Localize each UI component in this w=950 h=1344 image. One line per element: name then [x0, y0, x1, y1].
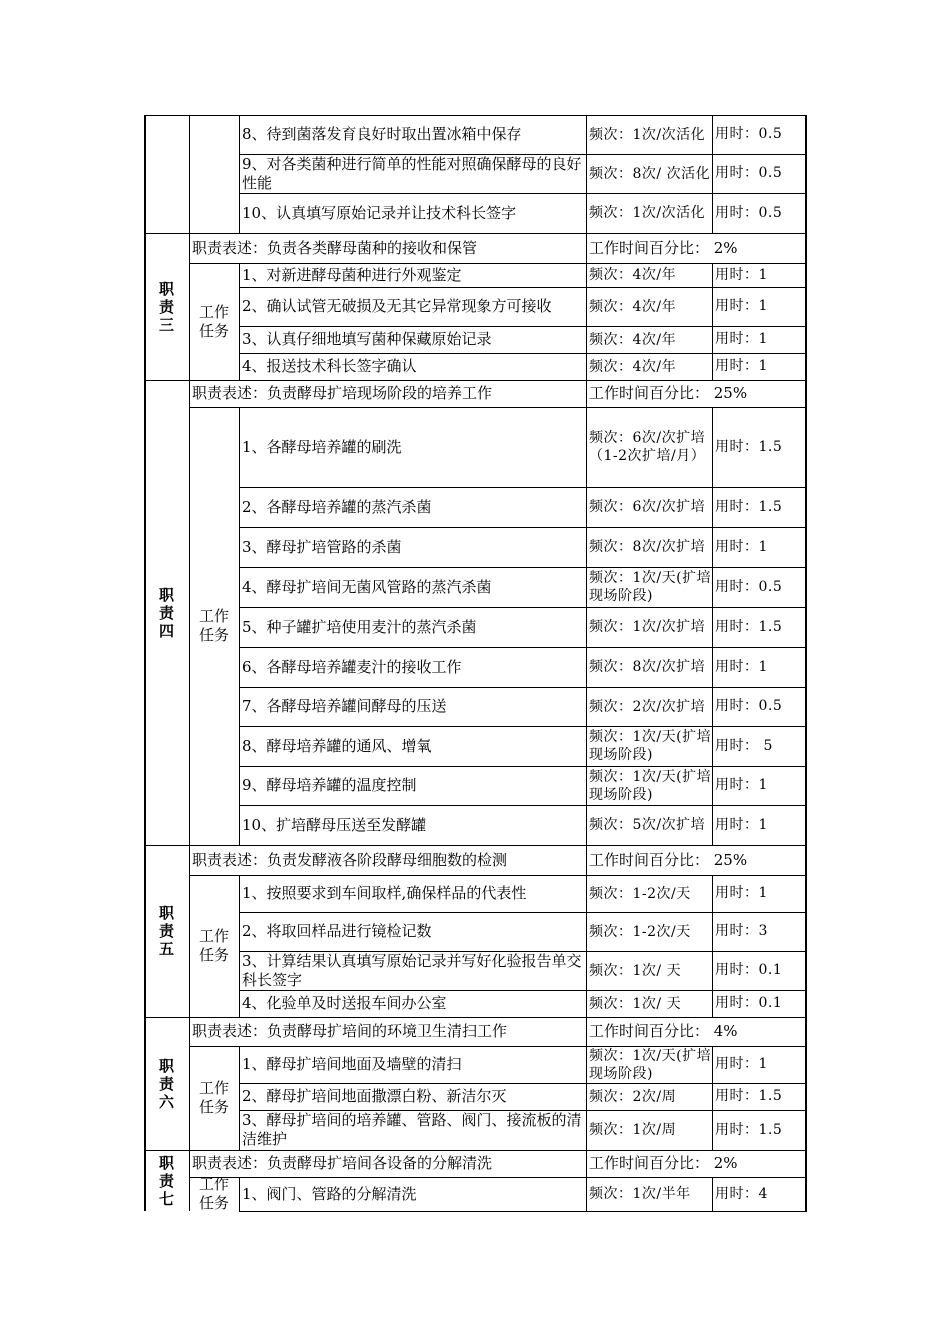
task-frequency-text: 频次：1次/天(扩培现场阶段) — [589, 1047, 712, 1082]
task-duration — [712, 647, 807, 687]
task-text — [239, 607, 586, 647]
task-group-s7 — [189, 1177, 239, 1211]
task-text — [239, 353, 586, 380]
task-frequency-text: 频次：1-2次/天 — [589, 885, 691, 902]
job-duties-table — [144, 115, 807, 1211]
task-duration — [712, 726, 807, 766]
task-text — [239, 726, 586, 766]
task-frequency-text: 频次：1次/次扩培 — [589, 619, 706, 635]
task-duration — [712, 193, 807, 233]
task-text-text: 4、化验单及时送报车间办公室 — [242, 994, 447, 1012]
task-text-text: 9、对各类菌种进行简单的性能对照确保酵母的良好性能 — [242, 154, 582, 192]
duty-label-s7-text: 职责七 — [158, 1153, 174, 1208]
task-duration-text: 用时：1.5 — [715, 1088, 783, 1104]
task-text — [239, 326, 586, 353]
task-text-text: 1、酵母扩培间地面及墙壁的清扫 — [242, 1055, 462, 1073]
duty-description-s4-text: 职责表述：负责酵母扩培现场阶段的培养工作 — [192, 384, 493, 402]
task-frequency — [586, 766, 712, 805]
task-frequency — [586, 687, 712, 726]
task-text-text: 8、待到菌落发育良好时取出置冰箱中保存 — [242, 125, 522, 143]
duty-label-s6 — [144, 1017, 189, 1150]
task-frequency — [586, 407, 712, 487]
time-percent-s4 — [586, 380, 807, 407]
task-text-text: 4、酵母扩培间无菌风管路的蒸汽杀菌 — [242, 577, 492, 596]
task-text-text: 10、扩培酵母压送至发酵罐 — [242, 815, 427, 834]
task-frequency-text: 频次：5次/次扩培 — [589, 817, 706, 833]
task-duration — [712, 805, 807, 845]
task-frequency-text: 频次：1次/次活化 — [589, 205, 706, 221]
task-text — [239, 1083, 586, 1110]
duty-label-s5 — [144, 845, 189, 1017]
task-duration-text: 用时：0.5 — [715, 698, 783, 714]
task-duration-text: 用时：1 — [715, 331, 768, 347]
task-frequency-text: 频次：1-2次/天 — [589, 923, 691, 940]
task-text-text: 3、计算结果认真填写原始记录并写好化验报告单交科长签字 — [242, 951, 582, 989]
task-group-s3-text: 工作任务 — [198, 302, 229, 340]
task-frequency — [586, 1110, 712, 1150]
task-frequency — [586, 990, 712, 1017]
task-frequency — [586, 263, 712, 287]
time-percent-s5-text: 工作时间百分比： 25% — [589, 850, 748, 869]
task-text-text: 3、酵母扩培管路的杀菌 — [242, 537, 402, 556]
time-percent-s7-text: 工作时间百分比： 2% — [589, 1154, 738, 1172]
task-frequency-text: 频次：6次/次扩培 — [589, 499, 706, 515]
task-group-s5 — [189, 875, 239, 1017]
task-text — [239, 912, 586, 951]
task-text — [239, 687, 586, 726]
task-duration — [712, 912, 807, 951]
task-text — [239, 1110, 586, 1150]
task-group-s6-text: 工作任务 — [198, 1079, 229, 1116]
task-frequency-text: 频次：2次/周 — [589, 1088, 677, 1105]
task-text — [239, 527, 586, 567]
task-text — [239, 487, 586, 527]
task-frequency-text: 频次：1次/半年 — [589, 1186, 691, 1202]
task-duration — [712, 607, 807, 647]
task-frequency — [586, 912, 712, 951]
duty-label-s4 — [144, 380, 189, 845]
task-text — [239, 875, 586, 912]
task-frequency — [586, 647, 712, 687]
task-frequency — [586, 353, 712, 380]
task-duration-text: 用时：1.5 — [715, 618, 783, 635]
task-frequency-text: 频次：1次/ 天 — [589, 995, 682, 1012]
duty-description-s6-text: 职责表述：负责酵母扩培间的环境卫生清扫工作 — [192, 1022, 508, 1040]
task-frequency-text: 频次：1次/次活化 — [589, 126, 706, 143]
time-percent-s3 — [586, 233, 807, 263]
task-text — [239, 193, 586, 233]
task-group-s3 — [189, 263, 239, 380]
time-percent-s5 — [586, 845, 807, 875]
task-text — [239, 115, 586, 154]
task-frequency — [586, 875, 712, 912]
task-duration-text: 用时：0.1 — [715, 995, 783, 1011]
task-text — [239, 407, 586, 487]
task-duration-text: 用时：1 — [715, 816, 768, 833]
task-frequency-text: 频次：6次/次扩培（1-2次扩培/月） — [589, 430, 706, 464]
task-group-s7-text: 工作任务 — [198, 1177, 229, 1211]
task-frequency-text: 频次：4次/年 — [589, 331, 677, 348]
task-duration-text: 用时：1 — [715, 266, 768, 283]
task-text — [239, 805, 586, 845]
time-percent-s6 — [586, 1017, 807, 1046]
task-duration-text: 用时：1 — [715, 777, 768, 793]
duty-description-s3-text: 职责表述：负责各类酵母菌种的接收和保管 — [192, 238, 478, 257]
task-group-s6 — [189, 1046, 239, 1150]
task-frequency-text: 频次：1次/天(扩培现场阶段) — [589, 729, 712, 763]
task-frequency — [586, 607, 712, 647]
task-duration — [712, 115, 807, 154]
task-text-text: 7、各酵母培养罐间酵母的压送 — [242, 697, 447, 715]
task-text — [239, 990, 586, 1017]
task-duration-text: 用时：0.5 — [715, 578, 783, 595]
task-text — [239, 766, 586, 805]
duty-description-s5-text: 职责表述：负责发酵液各阶段酵母细胞数的检测 — [192, 850, 508, 869]
time-percent-s3-text: 工作时间百分比： 2% — [589, 238, 738, 257]
task-duration — [712, 1046, 807, 1083]
task-text-text: 2、酵母扩培间地面撒漂白粉、新洁尔灭 — [242, 1087, 507, 1105]
task-frequency — [586, 287, 712, 326]
duty-label-s7 — [144, 1150, 189, 1211]
task-duration — [712, 1083, 807, 1110]
duty-description-s3 — [189, 233, 586, 263]
task-text — [239, 263, 586, 287]
task-duration — [712, 687, 807, 726]
task-duration-text: 用时：1 — [715, 658, 768, 675]
task-frequency — [586, 567, 712, 607]
task-text — [239, 154, 586, 193]
task-frequency — [586, 193, 712, 233]
task-duration — [712, 407, 807, 487]
task-text-text: 1、阀门、管路的分解清洗 — [242, 1184, 417, 1203]
task-group-s4-text: 工作任务 — [198, 607, 229, 644]
task-text — [239, 647, 586, 687]
task-frequency-text: 频次：4次/年 — [589, 267, 677, 283]
task-frequency-text: 频次：2次/次扩培 — [589, 698, 706, 715]
duty-description-s6 — [189, 1017, 586, 1046]
duty-label-s3-text: 职责三 — [158, 279, 174, 334]
col-divider-label — [189, 115, 190, 233]
task-frequency — [586, 1083, 712, 1110]
task-frequency — [586, 805, 712, 845]
task-text-text: 5、种子罐扩培使用麦汁的蒸汽杀菌 — [242, 617, 477, 636]
duty-description-s4 — [189, 380, 586, 407]
task-duration — [712, 527, 807, 567]
task-duration — [712, 766, 807, 805]
task-duration — [712, 487, 807, 527]
task-frequency-text: 频次：1次/天(扩培现场阶段) — [589, 570, 712, 604]
task-duration-text: 用时：4 — [715, 1185, 768, 1202]
task-duration — [712, 353, 807, 380]
task-text — [239, 1046, 586, 1083]
task-frequency-text: 频次：4次/年 — [589, 298, 677, 315]
task-frequency-text: 频次：1次/天(扩培现场阶段) — [589, 768, 712, 803]
task-duration-text: 用时：3 — [715, 923, 768, 939]
task-frequency — [586, 1177, 712, 1211]
duty-description-s7 — [189, 1150, 586, 1177]
duty-label-s5-text: 职责五 — [158, 904, 174, 958]
task-duration — [712, 154, 807, 193]
task-frequency — [586, 726, 712, 766]
duty-label-s6-text: 职责六 — [158, 1056, 174, 1111]
task-frequency — [586, 527, 712, 567]
duty-description-s7-text: 职责表述：负责酵母扩培间各设备的分解清洗 — [192, 1154, 493, 1172]
task-frequency-text: 频次：8次/ 次活化 — [589, 165, 711, 182]
duty-label-s4-text: 职责四 — [158, 585, 174, 640]
task-duration — [712, 1110, 807, 1150]
task-frequency-text: 频次：8次/次扩培 — [589, 539, 706, 555]
task-group-s4 — [189, 407, 239, 845]
task-duration-text: 用时：1 — [715, 358, 768, 374]
task-duration-text: 用时：1 — [715, 538, 768, 555]
time-percent-s6-text: 工作时间百分比： 4% — [589, 1022, 738, 1040]
task-duration — [712, 263, 807, 287]
task-text-text: 8、酵母培养罐的通风、增氧 — [242, 736, 432, 755]
task-duration-text: 用时：1.5 — [715, 498, 783, 515]
task-frequency-text: 频次：1次/周 — [589, 1122, 677, 1138]
task-text — [239, 951, 586, 990]
task-frequency — [586, 154, 712, 193]
task-text-text: 2、确认试管无破损及无其它异常现象方可接收 — [242, 297, 552, 315]
task-frequency-text: 频次：1次/ 天 — [589, 962, 682, 979]
time-percent-s4-text: 工作时间百分比： 25% — [589, 384, 748, 402]
task-duration-text: 用时：1.5 — [715, 438, 783, 455]
task-duration-text: 用时：1 — [715, 1056, 768, 1072]
task-text-text: 2、将取回样品进行镜检记数 — [242, 922, 432, 940]
task-frequency — [586, 115, 712, 154]
task-duration-text: 用时：0.5 — [715, 165, 783, 181]
task-frequency-text: 频次：4次/年 — [589, 358, 677, 375]
task-text-text: 6、各酵母培养罐麦汁的接收工作 — [242, 657, 462, 676]
task-text-text: 9、酵母培养罐的温度控制 — [242, 776, 417, 794]
task-duration — [712, 951, 807, 990]
task-frequency — [586, 487, 712, 527]
task-frequency — [586, 326, 712, 353]
task-frequency — [586, 951, 712, 990]
task-text-text: 1、对新进酵母菌种进行外观鉴定 — [242, 265, 462, 284]
task-duration — [712, 326, 807, 353]
task-group-s5-text: 工作任务 — [198, 927, 229, 964]
task-duration — [712, 1177, 807, 1211]
row-rule — [239, 1211, 807, 1212]
task-duration — [712, 990, 807, 1017]
task-text-text: 3、认真仔细地填写菌种保藏原始记录 — [242, 330, 492, 348]
task-text-text: 4、报送技术科长签字确认 — [242, 357, 417, 375]
task-duration — [712, 875, 807, 912]
task-duration — [712, 567, 807, 607]
duty-label-s3 — [144, 233, 189, 380]
task-duration-text: 用时：1 — [715, 885, 768, 901]
task-text — [239, 287, 586, 326]
task-frequency — [586, 1046, 712, 1083]
task-duration-text: 用时：0.5 — [715, 204, 783, 221]
task-frequency-text: 频次：8次/次扩培 — [589, 659, 706, 675]
task-duration — [712, 287, 807, 326]
task-text-text: 2、各酵母培养罐的蒸汽杀菌 — [242, 497, 432, 516]
task-text — [239, 1177, 586, 1211]
task-text-text: 1、各酵母培养罐的刷洗 — [242, 437, 402, 456]
task-duration-text: 用时：0.5 — [715, 126, 783, 142]
task-text — [239, 567, 586, 607]
task-duration-text: 用时： 5 — [715, 737, 773, 754]
task-duration-text: 用时：1.5 — [715, 1121, 783, 1138]
task-text-text: 1、按照要求到车间取样,确保样品的代表性 — [242, 884, 527, 902]
task-text-text: 3、酵母扩培间的培养罐、管路、阀门、接流板的清洁维护 — [242, 1111, 582, 1148]
task-duration-text: 用时：0.1 — [715, 962, 783, 978]
duty-description-s5 — [189, 845, 586, 875]
task-text-text: 10、认真填写原始记录并让技术科长签字 — [242, 203, 517, 222]
time-percent-s7 — [586, 1150, 807, 1177]
task-duration-text: 用时：1 — [715, 298, 768, 314]
